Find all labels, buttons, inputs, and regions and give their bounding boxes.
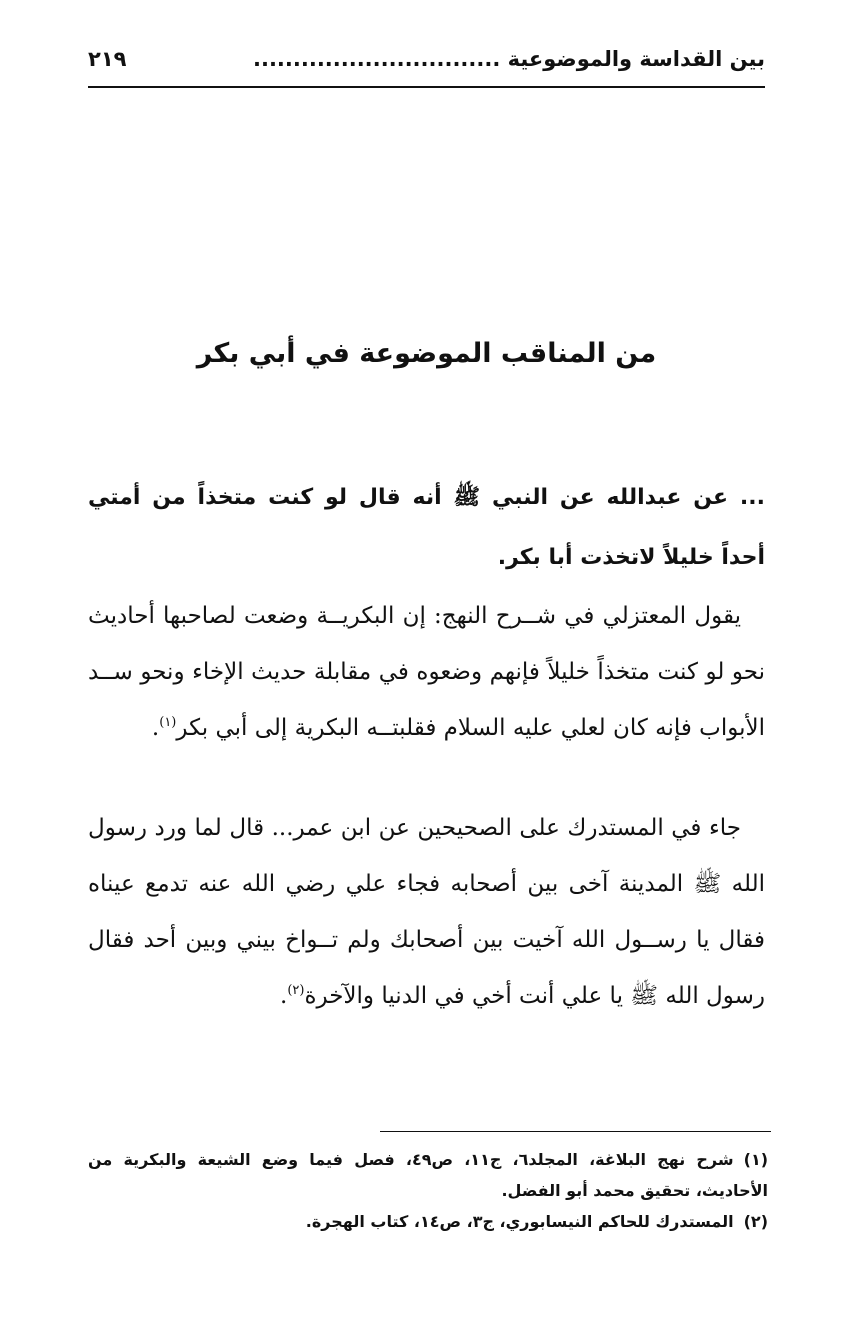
mutazili-text: يقول المعتزلي في شــرح النهج: إن البكريــة وضعت لصاحبها أحاديث نحو لو كنت متخذاً خليلاً فإنهم وضعوه في مقابلة حديث الإخاء ونحو ســد الأبواب فإنه كان لعلي عليه السلام فقلبتــه البكرية إلى أبي بكر <box>88 603 765 741</box>
footnote-1 <box>88 1144 768 1206</box>
page-header <box>88 34 765 84</box>
mutazili-paragraph <box>88 588 765 756</box>
mustadrak-end: . <box>280 983 288 1009</box>
section-title: من المناقب الموضوعة في أبي بكر <box>196 338 657 369</box>
footnote-ref-1[interactable]: (١) <box>159 715 177 730</box>
mutazili-end: . <box>151 715 160 741</box>
footnote-separator <box>380 1131 771 1132</box>
mustadrak-text: جاء في المستدرك على الصحيحين عن ابن عمر... قال لما ورد رسول الله ﷺ المدينة آخى بين أصحابه فجاء علي رضي الله عنه تدمع عيناه فقال يا رســول الله آخيت بين أصحابك ولم تــواخ بيني وبين أحد فقال رسول الله ﷺ يا علي أنت أخي في الدنيا والآخرة <box>88 815 765 1009</box>
footnote-ref-2[interactable]: (٢) <box>287 983 305 998</box>
page-number: ٢١٩ <box>88 47 127 71</box>
footnote-marker: (١) <box>743 1150 769 1169</box>
footnote-text: شرح نهج البلاغة، المجلد٦، ج١١، ص٤٩، فصل فيما وضع الشيعة والبكرية من الأحاديث، تحقيق محمد أبو الفضل. <box>88 1150 768 1200</box>
footnotes <box>88 1144 768 1237</box>
footnote-text: المستدرك للحاكم النيسابوري، ج٣، ص١٤، كتاب الهجرة. <box>305 1212 734 1231</box>
footnote-2 <box>88 1206 768 1237</box>
mustadrak-paragraph <box>88 800 765 1024</box>
header-rule <box>88 86 765 88</box>
footnote-marker: (٢) <box>743 1212 768 1231</box>
hadith-paragraph: ... عن عبدالله عن النبي ﷺ أنه قال لو كنت متخذاً من أمتي أحداً خليلاً لاتخذت أبا بكر. <box>88 485 765 570</box>
running-title: بين القداسة والموضوعية ............................... <box>253 47 765 71</box>
